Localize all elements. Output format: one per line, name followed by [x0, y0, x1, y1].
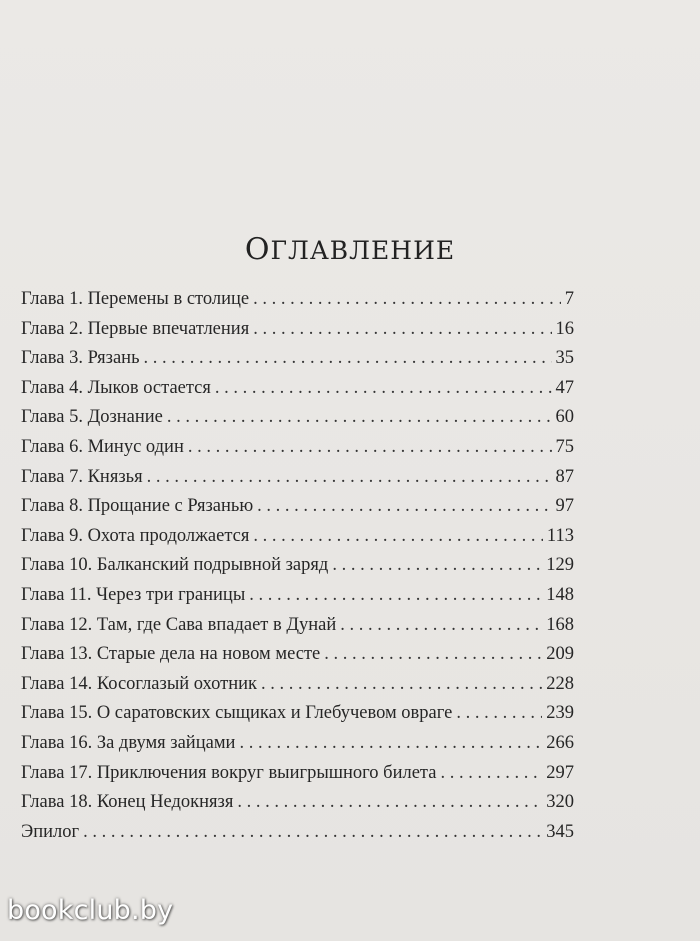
- toc-dot-leader: [261, 674, 542, 695]
- toc-dot-leader: [83, 822, 542, 843]
- toc-entry-page-number: 297: [546, 762, 574, 783]
- toc-dot-leader: [215, 378, 552, 399]
- toc-list: [21, 289, 574, 851]
- toc-entry-page-number: 87: [555, 466, 574, 487]
- toc-entry-title: Глава 10. Балканский подрывной заряд: [21, 555, 329, 576]
- toc-entry-title: Глава 6. Минус один: [21, 436, 184, 457]
- toc-entry-title: Глава 2. Первые впечатления: [21, 318, 250, 339]
- toc-entry-title: Глава 13. Старые дела на новом месте: [21, 644, 321, 665]
- toc-entry: [21, 407, 574, 437]
- toc-entry-title: Эпилог: [21, 821, 80, 842]
- toc-dot-leader: [440, 763, 542, 784]
- toc-entry: [21, 289, 574, 319]
- toc-entry-title: Глава 14. Косоглазый охотник: [21, 673, 257, 694]
- toc-entry-page-number: 113: [546, 525, 574, 546]
- toc-dot-leader: [188, 437, 552, 458]
- toc-dot-leader: [147, 467, 552, 488]
- toc-entry: [21, 674, 574, 704]
- toc-entry: [21, 792, 574, 822]
- toc-entry-page-number: 75: [555, 436, 574, 457]
- toc-entry-title: Глава 1. Перемены в столице: [21, 289, 250, 309]
- toc-entry-page-number: 129: [546, 555, 574, 576]
- toc-entry: [21, 585, 574, 615]
- toc-entry: [21, 822, 574, 852]
- toc-entry: [21, 319, 574, 349]
- toc-entry-title: Глава 9. Охота продолжается: [21, 525, 250, 546]
- toc-entry: [21, 467, 574, 497]
- toc-entry-page-number: 228: [546, 673, 574, 694]
- toc-entry-page-number: 16: [555, 318, 574, 339]
- toc-entry-title: Глава 11. Через три границы: [21, 584, 246, 605]
- toc-entry: [21, 644, 574, 674]
- toc-entry-title: Глава 18. Конец Недокнязя: [21, 792, 234, 813]
- toc-entry-page-number: 345: [546, 821, 574, 842]
- toc-entry-title: Глава 16. За двумя зайцами: [21, 732, 236, 753]
- toc-entry: [21, 378, 574, 408]
- toc-entry-page-number: 266: [546, 732, 574, 753]
- toc-entry-title: Глава 4. Лыков остается: [21, 377, 211, 398]
- toc-entry-page-number: 35: [555, 348, 574, 369]
- watermark-logo: bookclub.by: [7, 895, 174, 926]
- toc-entry: [21, 763, 574, 793]
- toc-entry: [21, 496, 574, 526]
- toc-entry-title: Глава 12. Там, где Сава впадает в Дунай: [21, 614, 337, 635]
- toc-entry-title: Глава 15. О саратовских сыщиках и Глебучевом овраге: [21, 703, 453, 724]
- toc-dot-leader: [239, 733, 542, 754]
- toc-dot-leader: [332, 555, 542, 576]
- toc-entry-page-number: 168: [546, 614, 574, 635]
- toc-entry-title: Глава 5. Дознание: [21, 407, 163, 428]
- toc-entry-title: Глава 7. Князья: [21, 466, 143, 487]
- toc-dot-leader: [340, 615, 542, 636]
- toc-dot-leader: [253, 319, 551, 340]
- toc-dot-leader: [253, 526, 543, 547]
- toc-entry-page-number: 7: [564, 289, 574, 309]
- toc-entry: [21, 526, 574, 556]
- toc-entry: [21, 615, 574, 645]
- toc-entry-title: Глава 8. Прощание с Рязанью: [21, 496, 254, 517]
- toc-entry-page-number: 97: [555, 496, 574, 517]
- toc-dot-leader: [237, 792, 542, 813]
- toc-entry-page-number: 239: [546, 703, 574, 724]
- toc-dot-leader: [167, 407, 552, 428]
- toc-dot-leader: [253, 289, 561, 310]
- toc-heading: [0, 232, 700, 267]
- toc-heading-initial: О: [244, 232, 271, 267]
- toc-dot-leader: [324, 644, 542, 665]
- toc-dot-leader: [249, 585, 542, 606]
- toc-entry-page-number: 148: [546, 584, 574, 605]
- toc-entry: [21, 348, 574, 378]
- toc-heading-rest: ГЛАВЛЕНИЕ: [270, 236, 456, 265]
- toc-entry: [21, 555, 574, 585]
- toc-dot-leader: [456, 703, 542, 724]
- toc-entry-title: Глава 17. Приключения вокруг выигрышного билета: [21, 762, 437, 783]
- toc-entry-page-number: 209: [546, 644, 574, 665]
- toc-entry: [21, 437, 574, 467]
- toc-dot-leader: [144, 348, 552, 369]
- toc-entry-page-number: 320: [546, 792, 574, 813]
- toc-entry-page-number: 47: [555, 377, 574, 398]
- toc-dot-leader: [257, 496, 551, 517]
- toc-entry-page-number: 60: [555, 407, 574, 428]
- toc-entry-title: Глава 3. Рязань: [21, 348, 140, 369]
- toc-entry: [21, 733, 574, 763]
- toc-entry: [21, 703, 574, 733]
